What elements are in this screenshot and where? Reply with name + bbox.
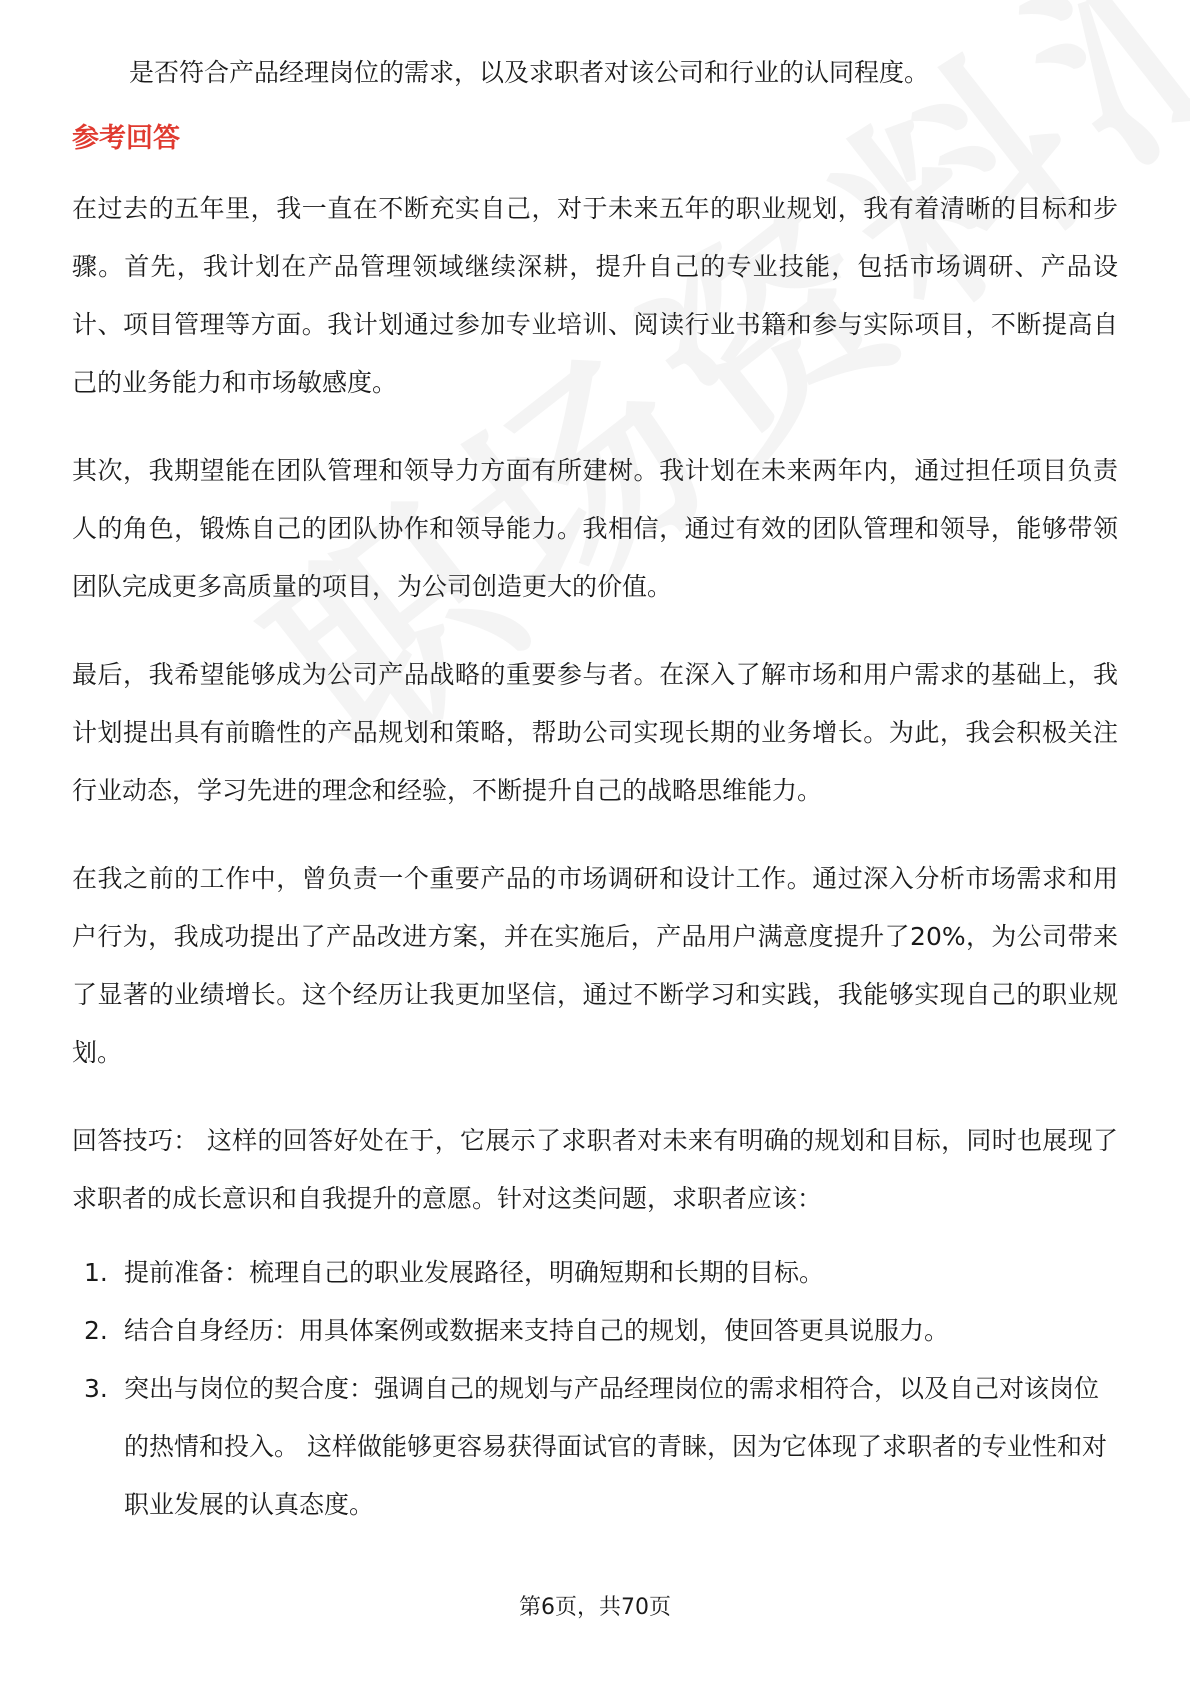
list-item-text: 突出与岗位的契合度：强调自己的规划与产品经理岗位的需求相符合，以及自己对该岗位的热情和投入。 这样做能够更容易获得面试官的青睐，因为它体现了求职者的专业性和对职业发展的认真态度。 bbox=[124, 1374, 1107, 1519]
intro-tail-paragraph: 是否符合产品经理岗位的需求，以及求职者对该公司和行业的认同程度。 bbox=[129, 58, 930, 87]
answer-paragraph-3: 最后，我希望能够成为公司产品战略的重要参与者。在深入了解市场和用户需求的基础上，我计划提出具有前瞻性的产品规划和策略，帮助公司实现长期的业务增长。为此，我会积极关注行业动态，学习先进的理念和经验，不断提升自己的战略思维能力。 bbox=[72, 660, 1118, 805]
tips-intro-paragraph: 回答技巧： 这样的回答好处在于，它展示了求职者对未来有明确的规划和目标，同时也展现了求职者的成长意识和自我提升的意愿。针对这类问题，求职者应该： bbox=[72, 1126, 1118, 1213]
answer-paragraph-4: 在我之前的工作中，曾负责一个重要产品的市场调研和设计工作。通过深入分析市场需求和用户行为，我成功提出了产品改进方案，并在实施后，产品用户满意度提升了20%，为公司带来了显著的业绩增长。这个经历让我更加坚信，通过不断学习和实践，我能够实现自己的职业规划。 bbox=[72, 864, 1118, 1067]
answer-paragraph-1: 在过去的五年里，我一直在不断充实自己，对于未来五年的职业规划，我有着清晰的目标和步骤。首先，我计划在产品管理领域继续深耕，提升自己的专业技能，包括市场调研、产品设计、项目管理等方面。我计划通过参加专业培训、阅读行业书籍和参与实际项目，不断提高自己的业务能力和市场敏感度。 bbox=[72, 194, 1118, 397]
list-item-number: 2. bbox=[84, 1316, 108, 1345]
list-item bbox=[72, 1244, 1118, 1302]
list-item-number: 1. bbox=[84, 1258, 108, 1287]
list-item-number: 3. bbox=[84, 1374, 108, 1403]
list-item bbox=[72, 1302, 1118, 1360]
tips-list bbox=[72, 1244, 1118, 1534]
answer-paragraph-2: 其次，我期望能在团队管理和领导力方面有所建树。我计划在未来两年内，通过担任项目负责人的角色，锻炼自己的团队协作和领导能力。我相信，通过有效的团队管理和领导，能够带领团队完成更多高质量的项目，为公司创造更大的价值。 bbox=[72, 456, 1118, 601]
page-content bbox=[72, 44, 1118, 1534]
list-item bbox=[72, 1360, 1118, 1534]
page-number-footer: 第6页，共70页 bbox=[519, 1595, 671, 1620]
list-item-text: 结合自身经历：用具体案例或数据来支持自己的规划，使回答更具说服力。 bbox=[124, 1316, 950, 1345]
list-item-text: 提前准备：梳理自己的职业发展路径，明确短期和长期的目标。 bbox=[124, 1258, 825, 1287]
section-heading-reference-answer: 参考回答 bbox=[72, 123, 180, 154]
